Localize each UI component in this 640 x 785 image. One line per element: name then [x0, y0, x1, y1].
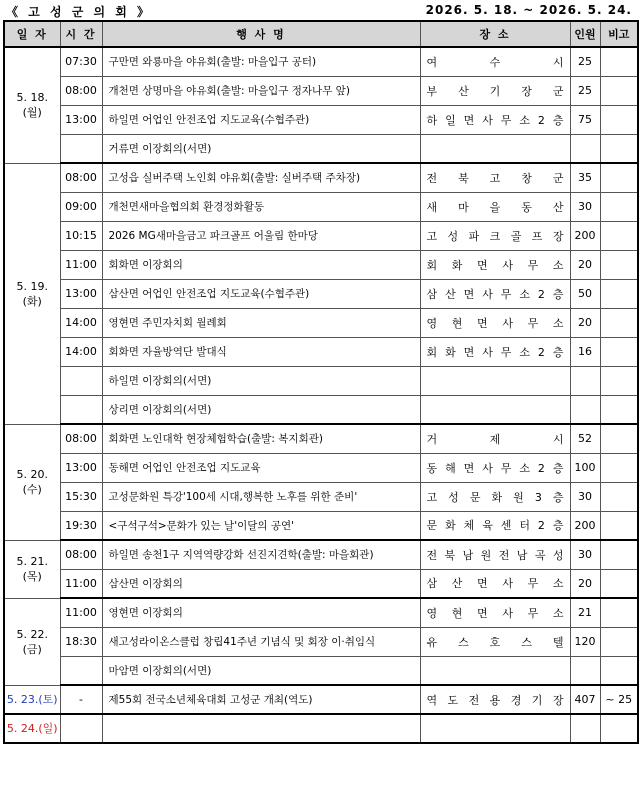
note-cell: ~ 25 — [600, 685, 638, 714]
place-text: 역 도 전 용 경 기 장 — [426, 693, 564, 707]
date-text: 5. 18. — [16, 91, 48, 105]
event-cell: 2026 MG새마을금고 파크골프 어울림 한마당 — [102, 221, 420, 250]
place-text: 전 북 고 창 군 — [426, 171, 564, 185]
event-cell: 영현면 주민자치회 월례회 — [102, 308, 420, 337]
place-cell — [420, 511, 570, 540]
time-cell: 10:15 — [60, 221, 102, 250]
place-cell — [420, 279, 570, 308]
count-cell: 75 — [570, 105, 600, 134]
weekday-text: (금) — [22, 642, 42, 656]
note-cell — [600, 76, 638, 105]
count-cell: 52 — [570, 424, 600, 453]
table-row — [4, 569, 638, 598]
event-cell: 하일면 이장회의(서면) — [102, 366, 420, 395]
note-cell — [600, 453, 638, 482]
table-row — [4, 511, 638, 540]
place-cell — [420, 250, 570, 279]
time-cell: 08:00 — [60, 540, 102, 569]
note-cell — [600, 366, 638, 395]
note-cell — [600, 569, 638, 598]
col-header-event: 행 사 명 — [102, 21, 420, 47]
event-cell: 회화면 자율방역단 발대식 — [102, 337, 420, 366]
count-cell: 100 — [570, 453, 600, 482]
table-row — [4, 163, 638, 192]
date-cell — [4, 598, 60, 685]
place-text: 삼 산 면 사 무 소 — [426, 577, 564, 591]
place-text: 영 현 면 사 무 소 — [426, 606, 564, 620]
note-cell — [600, 192, 638, 221]
col-header-place: 장 소 — [420, 21, 570, 47]
time-cell: 11:00 — [60, 598, 102, 627]
date-text: 5. 22. — [16, 627, 48, 641]
organization-title: 《 고 성 군 의 회 》 — [6, 5, 153, 19]
place-cell — [420, 192, 570, 221]
place-cell — [420, 424, 570, 453]
place-cell — [420, 598, 570, 627]
date-cell — [4, 714, 60, 743]
time-cell: 13:00 — [60, 105, 102, 134]
count-cell — [570, 366, 600, 395]
place-text: 동 해 면 사 무 소 2 층 — [426, 461, 564, 475]
time-cell: 14:00 — [60, 308, 102, 337]
event-cell: 삼산면 이장회의 — [102, 569, 420, 598]
place-text: 회 화 면 사 무 소 2 층 — [426, 345, 564, 359]
place-text: 고 성 파 크 골 프 장 — [426, 229, 564, 243]
event-cell: 제55회 전국소년체육대회 고성군 개최(역도) — [102, 685, 420, 714]
date-cell — [4, 47, 60, 163]
count-cell: 120 — [570, 627, 600, 656]
place-text: 새 마 을 동 산 — [426, 200, 564, 214]
table-row — [4, 250, 638, 279]
table-row — [4, 192, 638, 221]
date-text: 5. 24.(일) — [6, 722, 58, 735]
time-cell: 09:00 — [60, 192, 102, 221]
event-cell: 개천면 상명마을 야유회(출발: 마을입구 정자나무 앞) — [102, 76, 420, 105]
place-cell — [420, 627, 570, 656]
count-cell: 30 — [570, 482, 600, 511]
time-cell: 13:00 — [60, 453, 102, 482]
schedule-table — [3, 20, 639, 744]
note-cell — [600, 424, 638, 453]
weekday-text: (수) — [22, 483, 42, 496]
event-cell: 고성문화원 특강'100세 시대,행복한 노후를 위한 준비' — [102, 482, 420, 511]
event-cell: <구석구석>문화가 있는 날'이달의 공연' — [102, 511, 420, 540]
note-cell — [600, 482, 638, 511]
table-row — [4, 47, 638, 76]
time-cell: 11:00 — [60, 569, 102, 598]
event-cell: 하일면 송천1구 지역역량강화 선진지견학(출발: 마을회관) — [102, 540, 420, 569]
place-cell — [420, 105, 570, 134]
time-cell: 08:00 — [60, 424, 102, 453]
table-row — [4, 279, 638, 308]
event-cell: 거류면 이장회의(서면) — [102, 134, 420, 163]
event-cell: 영현면 이장회의 — [102, 598, 420, 627]
event-cell: 상리면 이장회의(서면) — [102, 395, 420, 424]
note-cell — [600, 47, 638, 76]
table-row — [4, 366, 638, 395]
place-cell — [420, 395, 570, 424]
place-cell — [420, 569, 570, 598]
date-cell — [4, 540, 60, 598]
note-cell — [600, 627, 638, 656]
table-row — [4, 714, 638, 743]
table-row — [4, 134, 638, 163]
date-text: 5. 20. — [16, 468, 48, 481]
event-cell: 동해면 어업인 안전조업 지도교육 — [102, 453, 420, 482]
event-cell: 삼산면 어업인 안전조업 지도교육(수협주관) — [102, 279, 420, 308]
time-cell: 11:00 — [60, 250, 102, 279]
table-row — [4, 424, 638, 453]
col-header-count: 인원 — [570, 21, 600, 47]
note-cell — [600, 511, 638, 540]
place-text: 삼 산 면 사 무 소 2 층 — [426, 287, 564, 301]
weekday-text: (목) — [22, 570, 42, 583]
place-cell — [420, 76, 570, 105]
date-cell — [4, 685, 60, 714]
col-header-note: 비고 — [600, 21, 638, 47]
time-cell: 13:00 — [60, 279, 102, 308]
date-cell — [4, 424, 60, 540]
count-cell: 200 — [570, 221, 600, 250]
time-cell — [60, 395, 102, 424]
note-cell — [600, 656, 638, 685]
time-cell — [60, 134, 102, 163]
place-cell — [420, 453, 570, 482]
count-cell: 20 — [570, 250, 600, 279]
date-text: 5. 19. — [16, 279, 48, 293]
event-cell: 개천면새마을협의회 환경정화활동 — [102, 192, 420, 221]
table-row — [4, 453, 638, 482]
count-cell: 35 — [570, 163, 600, 192]
place-text: 거 제 시 — [426, 432, 564, 446]
count-cell: 407 — [570, 685, 600, 714]
count-cell: 21 — [570, 598, 600, 627]
count-cell: 50 — [570, 279, 600, 308]
event-cell: 하일면 어업인 안전조업 지도교육(수협주관) — [102, 105, 420, 134]
place-text: 하 일 면 사 무 소 2 층 — [426, 113, 564, 127]
event-cell — [102, 714, 420, 743]
event-cell: 마암면 이장회의(서면) — [102, 656, 420, 685]
col-header-date: 일 자 — [4, 21, 60, 47]
table-row — [4, 540, 638, 569]
date-cell — [4, 163, 60, 424]
note-cell — [600, 279, 638, 308]
count-cell: 25 — [570, 76, 600, 105]
table-row — [4, 627, 638, 656]
place-text: 회 화 면 사 무 소 — [426, 258, 564, 272]
table-row — [4, 221, 638, 250]
count-cell: 200 — [570, 511, 600, 540]
time-cell: 08:00 — [60, 76, 102, 105]
place-text: 문 화 체 육 센 터 2 층 — [426, 519, 564, 533]
weekday-text: (월) — [22, 106, 42, 120]
time-cell — [60, 656, 102, 685]
note-cell — [600, 337, 638, 366]
note-cell — [600, 134, 638, 163]
place-cell — [420, 308, 570, 337]
event-cell: 회화면 노인대학 현장체험학습(출발: 복지회관) — [102, 424, 420, 453]
table-row — [4, 395, 638, 424]
place-text: 부 산 기 장 군 — [426, 84, 564, 98]
count-cell: 30 — [570, 540, 600, 569]
count-cell: 25 — [570, 47, 600, 76]
note-cell — [600, 714, 638, 743]
place-cell — [420, 540, 570, 569]
document-header — [0, 0, 640, 20]
place-text: 전 북 남 원 전 남 곡 성 — [426, 548, 564, 562]
place-cell — [420, 714, 570, 743]
time-cell — [60, 366, 102, 395]
count-cell: 20 — [570, 308, 600, 337]
place-cell — [420, 221, 570, 250]
schedule-period: 2026. 5. 18. ~ 2026. 5. 24. — [425, 3, 632, 17]
note-cell — [600, 250, 638, 279]
table-header-row — [4, 21, 638, 47]
count-cell — [570, 656, 600, 685]
count-cell: 20 — [570, 569, 600, 598]
table-row — [4, 337, 638, 366]
place-cell — [420, 366, 570, 395]
note-cell — [600, 540, 638, 569]
table-row — [4, 482, 638, 511]
date-text: 5. 23.(토) — [6, 692, 58, 706]
place-text: 고 성 문 화 원 3 층 — [426, 490, 564, 504]
table-row — [4, 598, 638, 627]
col-header-time: 시 간 — [60, 21, 102, 47]
time-cell: 18:30 — [60, 627, 102, 656]
note-cell — [600, 105, 638, 134]
time-cell: 14:00 — [60, 337, 102, 366]
time-cell: 19:30 — [60, 511, 102, 540]
time-cell — [60, 714, 102, 743]
place-cell — [420, 134, 570, 163]
note-cell — [600, 395, 638, 424]
note-cell — [600, 163, 638, 192]
count-cell — [570, 134, 600, 163]
table-row — [4, 76, 638, 105]
note-cell — [600, 598, 638, 627]
table-row — [4, 685, 638, 714]
date-text: 5. 21. — [16, 555, 48, 568]
place-cell — [420, 337, 570, 366]
event-cell: 구만면 와룡마을 야유회(출발: 마을입구 공터) — [102, 47, 420, 76]
note-cell — [600, 221, 638, 250]
table-row — [4, 656, 638, 685]
time-cell: 15:30 — [60, 482, 102, 511]
time-cell: - — [60, 685, 102, 714]
note-cell — [600, 308, 638, 337]
count-cell — [570, 714, 600, 743]
place-cell — [420, 685, 570, 714]
place-cell — [420, 47, 570, 76]
time-cell: 08:00 — [60, 163, 102, 192]
place-text: 영 현 면 사 무 소 — [426, 316, 564, 330]
place-cell — [420, 163, 570, 192]
weekday-text: (화) — [22, 294, 42, 308]
count-cell: 30 — [570, 192, 600, 221]
place-cell — [420, 482, 570, 511]
event-cell: 고성읍 실버주택 노인회 야유회(출발: 실버주택 주차장) — [102, 163, 420, 192]
table-row — [4, 308, 638, 337]
count-cell: 16 — [570, 337, 600, 366]
event-cell: 회화면 이장회의 — [102, 250, 420, 279]
count-cell — [570, 395, 600, 424]
place-cell — [420, 656, 570, 685]
table-row — [4, 105, 638, 134]
place-text: 여 수 시 — [426, 55, 564, 69]
place-text: 유 스 호 스 텔 — [426, 635, 564, 649]
event-cell: 새고성라이온스클럽 창립41주년 기념식 및 회장 이·취임식 — [102, 627, 420, 656]
time-cell: 07:30 — [60, 47, 102, 76]
